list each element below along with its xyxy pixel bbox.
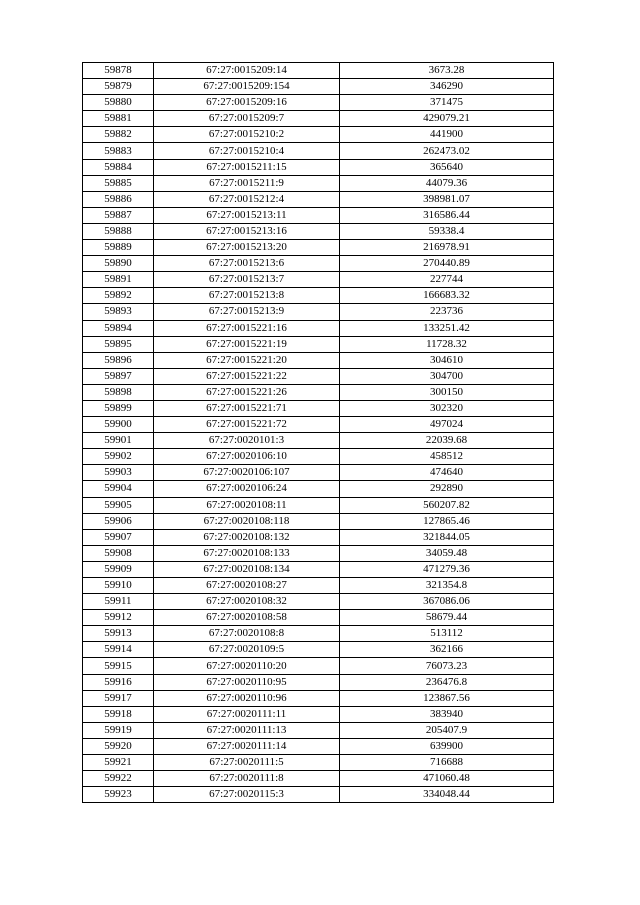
row-number-cell: 59922 [83,771,154,787]
table-body [83,63,554,803]
cadastral-number-cell: 67:27:0020108:58 [154,610,340,626]
row-number-cell: 59913 [83,626,154,642]
table-row [83,159,554,175]
cadastral-number-cell: 67:27:0015209:7 [154,111,340,127]
row-number-cell: 59896 [83,352,154,368]
table-row [83,497,554,513]
row-number-cell: 59882 [83,127,154,143]
cadastral-number-cell: 67:27:0015212:4 [154,191,340,207]
table-row [83,449,554,465]
table-row [83,481,554,497]
value-cell: 58679.44 [340,610,554,626]
row-number-cell: 59916 [83,674,154,690]
value-cell: 441900 [340,127,554,143]
cadastral-number-cell: 67:27:0020111:8 [154,771,340,787]
cadastral-number-cell: 67:27:0020106:107 [154,465,340,481]
data-table [82,62,554,803]
value-cell: 458512 [340,449,554,465]
cadastral-number-cell: 67:27:0015213:9 [154,304,340,320]
table-row [83,433,554,449]
table-row [83,578,554,594]
cadastral-number-cell: 67:27:0020111:11 [154,706,340,722]
row-number-cell: 59902 [83,449,154,465]
cadastral-number-cell: 67:27:0015221:19 [154,336,340,352]
cadastral-number-cell: 67:27:0015221:26 [154,384,340,400]
value-cell: 383940 [340,706,554,722]
value-cell: 236476.8 [340,674,554,690]
cadastral-number-cell: 67:27:0020106:24 [154,481,340,497]
row-number-cell: 59918 [83,706,154,722]
value-cell: 123867.56 [340,690,554,706]
row-number-cell: 59906 [83,513,154,529]
value-cell: 227744 [340,272,554,288]
row-number-cell: 59908 [83,545,154,561]
value-cell: 223736 [340,304,554,320]
value-cell: 44079.36 [340,175,554,191]
cadastral-number-cell: 67:27:0020110:20 [154,658,340,674]
row-number-cell: 59895 [83,336,154,352]
table-row [83,223,554,239]
value-cell: 262473.02 [340,143,554,159]
table-row [83,513,554,529]
row-number-cell: 59914 [83,642,154,658]
table-row [83,320,554,336]
value-cell: 34059.48 [340,545,554,561]
table-row [83,400,554,416]
value-cell: 3673.28 [340,63,554,79]
row-number-cell: 59905 [83,497,154,513]
value-cell: 316586.44 [340,207,554,223]
cadastral-number-cell: 67:27:0015213:11 [154,207,340,223]
row-number-cell: 59904 [83,481,154,497]
value-cell: 300150 [340,384,554,400]
row-number-cell: 59919 [83,722,154,738]
value-cell: 474640 [340,465,554,481]
row-number-cell: 59884 [83,159,154,175]
row-number-cell: 59899 [83,400,154,416]
value-cell: 302320 [340,400,554,416]
cadastral-number-cell: 67:27:0020111:13 [154,722,340,738]
table-row [83,288,554,304]
table-row [83,771,554,787]
table-row [83,642,554,658]
table-row [83,610,554,626]
value-cell: 216978.91 [340,240,554,256]
row-number-cell: 59897 [83,368,154,384]
table-row [83,368,554,384]
value-cell: 560207.82 [340,497,554,513]
table-row [83,561,554,577]
table-row [83,594,554,610]
cadastral-number-cell: 67:27:0020111:5 [154,755,340,771]
value-cell: 321844.05 [340,529,554,545]
table-row [83,79,554,95]
cadastral-number-cell: 67:27:0020110:96 [154,690,340,706]
table-row [83,787,554,803]
cadastral-number-cell: 67:27:0015209:14 [154,63,340,79]
row-number-cell: 59881 [83,111,154,127]
value-cell: 334048.44 [340,787,554,803]
cadastral-number-cell: 67:27:0015210:4 [154,143,340,159]
table-row [83,143,554,159]
value-cell: 292890 [340,481,554,497]
cadastral-number-cell: 67:27:0015211:15 [154,159,340,175]
table-row [83,272,554,288]
value-cell: 471279.36 [340,561,554,577]
table-row [83,304,554,320]
table-row [83,256,554,272]
row-number-cell: 59879 [83,79,154,95]
row-number-cell: 59917 [83,690,154,706]
row-number-cell: 59892 [83,288,154,304]
cadastral-number-cell: 67:27:0015221:71 [154,400,340,416]
value-cell: 362166 [340,642,554,658]
value-cell: 205407.9 [340,722,554,738]
value-cell: 133251.42 [340,320,554,336]
value-cell: 471060.48 [340,771,554,787]
row-number-cell: 59921 [83,755,154,771]
table-row [83,352,554,368]
table-row [83,175,554,191]
value-cell: 365640 [340,159,554,175]
value-cell: 76073.23 [340,658,554,674]
value-cell: 346290 [340,79,554,95]
row-number-cell: 59893 [83,304,154,320]
table-row [83,240,554,256]
cadastral-number-cell: 67:27:0015213:7 [154,272,340,288]
table-row [83,658,554,674]
row-number-cell: 59880 [83,95,154,111]
table-row [83,63,554,79]
cadastral-number-cell: 67:27:0020108:134 [154,561,340,577]
cadastral-number-cell: 67:27:0020108:132 [154,529,340,545]
row-number-cell: 59920 [83,738,154,754]
value-cell: 270440.89 [340,256,554,272]
cadastral-number-cell: 67:27:0020108:32 [154,594,340,610]
row-number-cell: 59890 [83,256,154,272]
row-number-cell: 59883 [83,143,154,159]
row-number-cell: 59889 [83,240,154,256]
table-row [83,545,554,561]
table-row [83,127,554,143]
cadastral-number-cell: 67:27:0020110:95 [154,674,340,690]
value-cell: 513112 [340,626,554,642]
row-number-cell: 59886 [83,191,154,207]
value-cell: 127865.46 [340,513,554,529]
cadastral-number-cell: 67:27:0020115:3 [154,787,340,803]
table-row [83,95,554,111]
cadastral-number-cell: 67:27:0020108:27 [154,578,340,594]
cadastral-number-cell: 67:27:0020108:8 [154,626,340,642]
value-cell: 59338.4 [340,223,554,239]
cadastral-number-cell: 67:27:0015213:16 [154,223,340,239]
cadastral-number-cell: 67:27:0015209:154 [154,79,340,95]
cadastral-number-cell: 67:27:0015213:6 [154,256,340,272]
value-cell: 429079.21 [340,111,554,127]
cadastral-number-cell: 67:27:0020108:133 [154,545,340,561]
table-row [83,384,554,400]
table-row [83,690,554,706]
table-row [83,529,554,545]
cadastral-number-cell: 67:27:0015221:20 [154,352,340,368]
cadastral-number-cell: 67:27:0015213:8 [154,288,340,304]
row-number-cell: 59885 [83,175,154,191]
value-cell: 639900 [340,738,554,754]
table-row [83,674,554,690]
table-row [83,722,554,738]
table-row [83,755,554,771]
row-number-cell: 59891 [83,272,154,288]
value-cell: 321354.8 [340,578,554,594]
table-row [83,465,554,481]
value-cell: 22039.68 [340,433,554,449]
cadastral-number-cell: 67:27:0015221:16 [154,320,340,336]
cadastral-number-cell: 67:27:0015209:16 [154,95,340,111]
table-row [83,191,554,207]
row-number-cell: 59898 [83,384,154,400]
cadastral-number-cell: 67:27:0020101:3 [154,433,340,449]
row-number-cell: 59903 [83,465,154,481]
value-cell: 371475 [340,95,554,111]
value-cell: 716688 [340,755,554,771]
cadastral-number-cell: 67:27:0020106:10 [154,449,340,465]
cadastral-number-cell: 67:27:0020111:14 [154,738,340,754]
table-row [83,207,554,223]
row-number-cell: 59901 [83,433,154,449]
row-number-cell: 59910 [83,578,154,594]
row-number-cell: 59894 [83,320,154,336]
cadastral-number-cell: 67:27:0020109:5 [154,642,340,658]
cadastral-number-cell: 67:27:0020108:118 [154,513,340,529]
value-cell: 304700 [340,368,554,384]
table-row [83,738,554,754]
row-number-cell: 59909 [83,561,154,577]
table-row [83,336,554,352]
row-number-cell: 59900 [83,417,154,433]
row-number-cell: 59888 [83,223,154,239]
row-number-cell: 59911 [83,594,154,610]
row-number-cell: 59878 [83,63,154,79]
table-row [83,706,554,722]
cadastral-number-cell: 67:27:0015221:22 [154,368,340,384]
table-row [83,626,554,642]
value-cell: 398981.07 [340,191,554,207]
value-cell: 304610 [340,352,554,368]
value-cell: 166683.32 [340,288,554,304]
cadastral-number-cell: 67:27:0015211:9 [154,175,340,191]
value-cell: 367086.06 [340,594,554,610]
cadastral-number-cell: 67:27:0015221:72 [154,417,340,433]
cadastral-number-cell: 67:27:0015213:20 [154,240,340,256]
row-number-cell: 59907 [83,529,154,545]
table-row [83,111,554,127]
cadastral-number-cell: 67:27:0020108:11 [154,497,340,513]
value-cell: 497024 [340,417,554,433]
value-cell: 11728.32 [340,336,554,352]
row-number-cell: 59915 [83,658,154,674]
row-number-cell: 59912 [83,610,154,626]
table-row [83,417,554,433]
row-number-cell: 59887 [83,207,154,223]
cadastral-number-cell: 67:27:0015210:2 [154,127,340,143]
row-number-cell: 59923 [83,787,154,803]
